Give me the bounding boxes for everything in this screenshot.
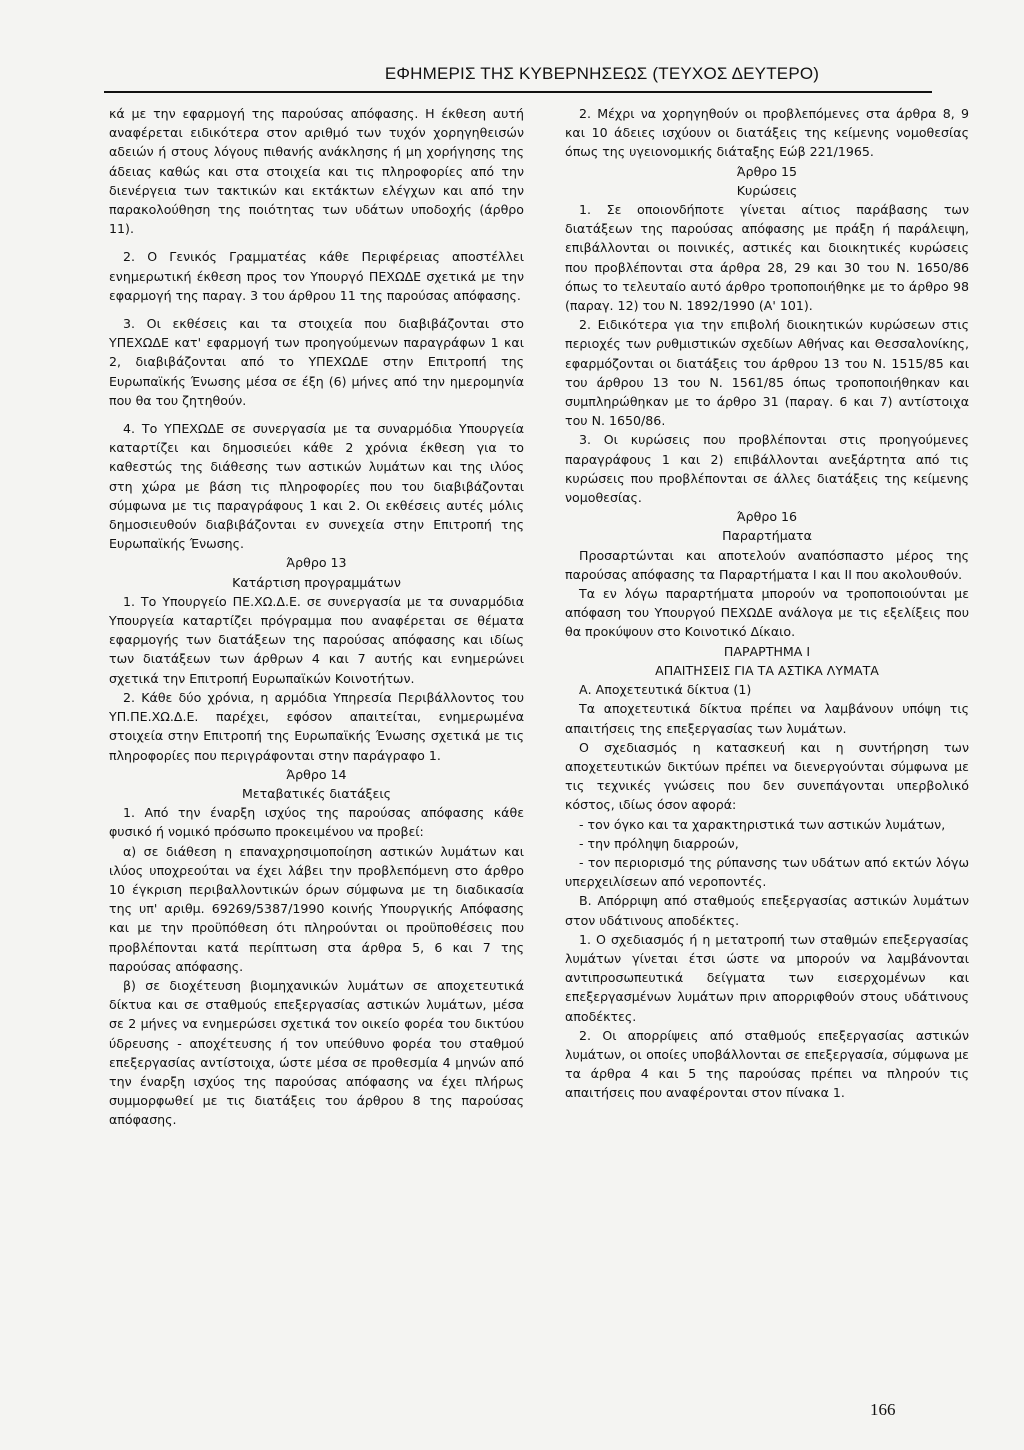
right-paragraph-12: 2. Οι απορρίψεις από σταθμούς επεξεργασίας αστικών λυμάτων, οι οποίες υποβάλλονται σε επεξεργασία, σύμφωνα με τα άρθρα 4 και 5 της παρούσας πρέπει να πληρούν τις απαιτήσεις που αναφέρονται στον πίνακα 1.: [565, 1027, 969, 1101]
left-paragraph-4: 4. Το ΥΠΕΧΩΔΕ σε συνεργασία με τα συναρμόδια Υπουργεία καταρτίζει και δημοσιεύει κάθε 2 χρόνια έκθεση για το καθεστώς της διάθεσης των αστικών λυμάτων και της ιλύος στη χώρα με βάση τις πληροφορίες που του διαβιβάζονται σύμφωνα με τις παραγράφους 1 και 2. Οι εκθέσεις αυτές μόλις δημοσιευθούν διαβιβάζονται εν συνεχεία στην Επιτροπή της Ευρωπαϊκής Ένωσης.: [109, 421, 524, 552]
article-15-title: Άρθρο 15: [736, 163, 798, 179]
right-paragraph-11: 1. Ο σχεδιασμός ή η μετατροπή των σταθμών επεξεργασίας λυμάτων γίνεται έτσι ώστε να μπορούν να λαμβάνονται αντιπροσωπευτικά δείγματα των εισερχομένων και επεξεργασμένων λυμάτων πριν απορριφθούν στους υδάτινους αποδέκτες.: [565, 931, 969, 1024]
article-13-title: Άρθρο 13: [286, 555, 347, 571]
article-16-subtitle: Παραρτήματα: [722, 528, 812, 544]
gazette-header-text: ΕΦΗΜΕΡΙΣ ΤΗΣ ΚΥΒΕΡΝΗΣΕΩΣ (ΤΕΥΧΟΣ ΔΕΥΤΕΡΟ): [384, 64, 820, 83]
right-list-item-1: - τον όγκο και τα χαρακτηριστικά των αστικών λυμάτων,: [579, 816, 946, 832]
article-16-title: Άρθρο 16: [736, 509, 798, 525]
left-paragraph-8: α) σε διάθεση η επαναχρησιμοποίηση αστικών λυμάτων και ιλύος υποχρεούται να έχει λάβει την προβλεπόμενη στο άρθρο 10 έγκριση περιβαλλοντικών όρων σύμφωνα με τη διαδικασία της υπ' αριθμ. 69269/5387/1990 κοινής Υπουργικής Απόφασης και με την προϋπόθεση ότι πληρούνται οι προϋποθέσεις που προβλέπονται κατά περίπτωση στα άρθρα 5, 6 και 7 της παρούσας απόφασης.: [109, 843, 524, 974]
right-paragraph-10: Β. Απόρριψη από σταθμούς επεξεργασίας αστικών λυμάτων στον υδάτινους αποδέκτες.: [565, 893, 969, 928]
annex-title: ΠΑΡΑΡΤΗΜΑ I: [723, 643, 811, 659]
right-paragraph-9: Ο σχεδιασμός η κατασκευή και η συντήρηση των αποχετευτικών δικτύων πρέπει να διενεργούνται σύμφωνα με τις τεχνικές γνώσεις που δεν συνεπάγονται υπερβολικό κόστος, ιδίως όσον αφορά:: [565, 739, 969, 813]
article-14-subtitle: Μεταβατικές διατάξεις: [242, 785, 391, 801]
article-15-subtitle: Κυρώσεις: [736, 182, 798, 198]
annex-subtitle: ΑΠΑΙΤΗΣΕΙΣ ΓΙΑ ΤΑ ΑΣΤΙΚΑ ΛΥΜΑΤΑ: [655, 662, 879, 678]
right-paragraph-7: Α. Αποχετευτικά δίκτυα (1): [579, 682, 752, 698]
right-paragraph-8: Τα αποχετευτικά δίκτυα πρέπει να λαμβάνουν υπόψη τις απαιτήσεις της επεξεργασίας των λυμάτων.: [565, 701, 969, 736]
left-paragraph-3: 3. Οι εκθέσεις και τα στοιχεία που διαβιβάζονται στο ΥΠΕΧΩΔΕ κατ' εφαρμογή των προηγούμενων παραγράφων 1 και 2, διαβιβάζονται από το ΥΠΕΧΩΔΕ στην Επιτροπή της Ευρωπαϊκής Ένωσης μέσα σε έξη (6) μήνες από την ημερομηνία που θα του ζητηθούν.: [109, 316, 524, 408]
left-paragraph-9: β) σε διοχέτευση βιομηχανικών λυμάτων σε αποχετευτικά δίκτυα και σε σταθμούς επεξεργασίας αστικών λυμάτων, μέσα σε 2 μήνες να ενημερώσει σχετικά τον οικείο φορέα του δικτύου ύδρευσης - αποχέτευσης ή τον υπεύθυνο φορέα του σταθμού επεξεργασίας αντίστοιχα, ώστε μέσα σε προθεσμία 4 μηνών από την έναρξη ισχύος της παρούσας απόφασης να έχει πλήρως συμμορφωθεί με τις διατάξεις του άρθρου 8 της παρούσας απόφασης.: [109, 977, 524, 1128]
left-paragraph-5: 1. Το Υπουργείο ΠΕ.ΧΩ.Δ.Ε. σε συνεργασία με τα συναρμόδια Υπουργεία καταρτίζει πρόγραμμα που αναφέρεται σε θέματα εφαρμογής των διατάξεων της παρούσας απόφασης και ιδίως των διατάξεων των άρθρων 4 και 7 αυτής και ενημερώνει σχετικά την Επιτροπή Ευρωπαϊκών Κοινοτήτων.: [109, 593, 524, 686]
right-paragraph-4: 3. Οι κυρώσεις που προβλέπονται στις προηγούμενες παραγράφους 1 και 2) επιβάλλονται ανεξάρτητα από τις κυρώσεις που προβλέπονται σε άλλες διατάξεις της κείμενης νομοθεσίας.: [565, 432, 969, 506]
left-paragraph-7: 1. Από την έναρξη ισχύος της παρούσας απόφασης κάθε φυσικό ή νομικό πρόσωπο προκειμένου να προβεί:: [109, 805, 524, 840]
left-column: [109, 104, 524, 1130]
left-paragraph-1: κά με την εφαρμογή της παρούσας απόφασης. Η έκθεση αυτή αναφέρεται ειδικότερα στον αριθμό των τυχόν χορηγηθεισών αδειών ή στους λόγους πιθανής ανάκλησης ή μη χορήγησης της άδειας καθώς και στα στοιχεία και τις πληροφορίες από την διενέργεια των τακτικών και εκτάκτων ελέγχων και από την παρακολούθηση της ποιότητας των υδάτων υποδοχής (άρθρο 11).: [109, 106, 524, 237]
gazette-header: [0, 64, 1024, 84]
left-paragraph-2: 2. Ο Γενικός Γραμματέας κάθε Περιφέρειας αποστέλλει ενημερωτική έκθεση προς τον Υπουργό ΠΕΧΩΔΕ σχετικά με την εφαρμογή της παραγ. 3 του άρθρου 11 της παρούσας απόφασης.: [109, 249, 524, 303]
right-list-item-3: - τον περιορισμό της ρύπανσης των υδάτων από εκτών λόγω υπερχειλίσεων από νεροποντές.: [565, 854, 969, 890]
right-paragraph-6: Τα εν λόγω παραρτήματα μπορούν να τροποποιούνται με απόφαση του Υπουργού ΠΕΧΩΔΕ ανάλογα με τις εξελίξεις που θα προκύψουν στο Κοινοτικό Δίκαιο.: [565, 586, 969, 640]
right-paragraph-3: 2. Ειδικότερα για την επιβολή διοικητικών κυρώσεων στις περιοχές των ρυθμιστικών σχεδίων Αθήνας και Θεσσαλονίκης, εφαρμόζονται οι διατάξεις του άρθρου 13 του Ν. 1515/85 και του άρθρου 13 του Ν. 1561/85 όπως τροποποιήθηκαν και συμπληρώθηκαν με το άρθρο 31 (παραγ. 6 και 7) αντίστοιχα του Ν. 1650/86.: [565, 317, 969, 429]
page-number: 166: [870, 1400, 896, 1419]
article-13-subtitle: Κατάρτιση προγραμμάτων: [232, 574, 401, 590]
right-column: [565, 104, 969, 1103]
right-paragraph-1: 2. Μέχρι να χορηγηθούν οι προβλεπόμενες στα άρθρα 8, 9 και 10 άδειες ισχύουν οι διατάξεις της κείμενης νομοθεσίας όπως της υγειονομικής διάταξης Εώβ 221/1965.: [565, 106, 969, 160]
left-paragraph-6: 2. Κάθε δύο χρόνια, η αρμόδια Υπηρεσία Περιβάλλοντος του ΥΠ.ΠΕ.ΧΩ.Δ.Ε. παρέχει, εφόσον απαιτείται, ενημερωμένα στοιχεία στην Επιτροπή της Ευρωπαϊκής Ένωσης σχετικά με τις πληροφορίες που περιγράφονται στην παράγραφο 1.: [109, 689, 524, 763]
right-paragraph-2: 1. Σε οποιονδήποτε γίνεται αίτιος παράβασης των διατάξεων της παρούσας απόφασης με πράξη ή παράλειψη, επιβάλλονται οι ποινικές, αστικές και διοικητικές κυρώσεις που προβλέπονται στα άρθρα 28, 29 και 30 του Ν. 1650/86 όπως το τελευταίο αυτό άρθρο τροποποιήθηκε με το άρθρο 98 (παραγ. 12) του Ν. 1892/1990 (Α' 101).: [565, 202, 969, 314]
article-14-title: Άρθρο 14: [286, 766, 347, 782]
right-list-item-2: - την πρόληψη διαρροών,: [579, 835, 739, 851]
header-rule: [104, 91, 932, 93]
right-paragraph-5: Προσαρτώνται και αποτελούν αναπόσπαστο μέρος της παρούσας απόφασης τα Παραρτήματα I και II που ακολουθούν.: [565, 547, 969, 582]
